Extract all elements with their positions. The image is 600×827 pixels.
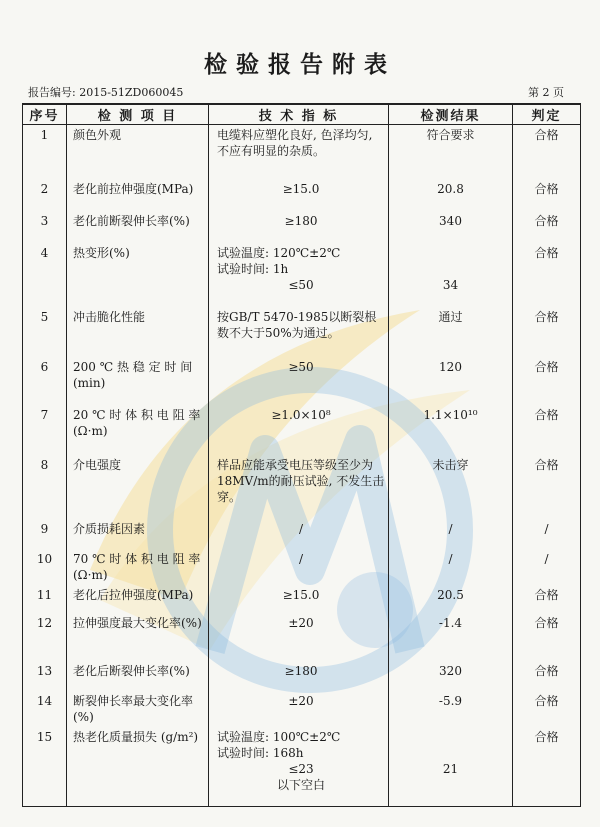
row-spec: ≥180 <box>209 211 389 243</box>
spec-line: ≤23 <box>288 761 314 776</box>
row-item: 冲击脆化性能 <box>67 307 209 357</box>
row-judge: 合格 <box>513 179 581 211</box>
end-note: 以下空白 <box>276 777 325 792</box>
row-no: 8 <box>23 455 67 519</box>
row-judge: 合格 <box>513 307 581 357</box>
table-row <box>23 405 581 455</box>
row-spec: ±20 <box>209 613 389 661</box>
header-item: 检 测 项 目 <box>67 104 209 125</box>
row-judge: 合格 <box>513 661 581 691</box>
row-item: 20 ℃ 时 体 积 电 阻 率 (Ω·m) <box>67 405 209 455</box>
table-row <box>23 125 581 179</box>
row-spec: 电缆料应塑化良好, 色泽均匀, 不应有明显的杂质。 <box>209 125 389 179</box>
row-spec: ≥15.0 <box>209 179 389 211</box>
row-result: / <box>389 549 513 585</box>
row-spec: 按GB/T 5470-1985以断裂根数不大于50%为通过。 <box>209 307 389 357</box>
row-result: 未击穿 <box>389 455 513 519</box>
row-no: 7 <box>23 405 67 455</box>
report-number: 报告编号: 2015-51ZD060045 <box>28 86 184 99</box>
row-spec: / <box>209 549 389 585</box>
row-spec: / <box>209 519 389 549</box>
row-result: 340 <box>389 211 513 243</box>
row-result: 120 <box>389 357 513 405</box>
row-judge: 合格 <box>513 405 581 455</box>
row-spec <box>209 727 389 807</box>
header-spec: 技 术 指 标 <box>209 104 389 125</box>
page-number: 第 2 页 <box>528 86 564 99</box>
row-spec: 样品应能承受电压等级至少为18MV/m的耐压试验, 不发生击穿。 <box>209 455 389 519</box>
row-judge: / <box>513 549 581 585</box>
row-judge: 合格 <box>513 455 581 519</box>
row-judge: 合格 <box>513 727 581 807</box>
row-judge: / <box>513 519 581 549</box>
row-item: 老化后拉伸强度(MPa) <box>67 585 209 613</box>
row-judge: 合格 <box>513 211 581 243</box>
table-row <box>23 661 581 691</box>
row-no: 14 <box>23 691 67 727</box>
row-item: 介电强度 <box>67 455 209 519</box>
row-item: 热老化质量损失 (g/m²) <box>67 727 209 807</box>
row-no: 10 <box>23 549 67 585</box>
spec-line: 试验温度: 100℃±2℃ <box>217 729 341 744</box>
row-no: 2 <box>23 179 67 211</box>
row-item: 断裂伸长率最大变化率(%) <box>67 691 209 727</box>
row-no: 1 <box>23 125 67 179</box>
row-judge: 合格 <box>513 585 581 613</box>
row-spec: ≥180 <box>209 661 389 691</box>
row-result: 1.1×10¹⁰ <box>389 405 513 455</box>
row-no: 6 <box>23 357 67 405</box>
table-row <box>23 455 581 519</box>
row-result <box>389 727 513 807</box>
table-row <box>23 613 581 661</box>
row-no: 4 <box>23 243 67 307</box>
row-item: 70 ℃ 时 体 积 电 阻 率 (Ω·m) <box>67 549 209 585</box>
result-value: 34 <box>442 277 459 292</box>
spec-line: ≤50 <box>288 277 314 292</box>
row-spec: ±20 <box>209 691 389 727</box>
header-no: 序号 <box>23 104 67 125</box>
row-judge: 合格 <box>513 357 581 405</box>
row-result: 通过 <box>389 307 513 357</box>
row-spec: ≥1.0×10⁸ <box>209 405 389 455</box>
spec-line: 试验时间: 168h <box>217 745 304 760</box>
row-item: 200 ℃ 热 稳 定 时 间 (min) <box>67 357 209 405</box>
table-row <box>23 307 581 357</box>
row-judge: 合格 <box>513 125 581 179</box>
spec-line: 试验温度: 120℃±2℃ <box>217 245 341 260</box>
row-item: 老化后断裂伸长率(%) <box>67 661 209 691</box>
row-item: 老化前断裂伸长率(%) <box>67 211 209 243</box>
table-row <box>23 243 581 307</box>
table-row <box>23 519 581 549</box>
row-result: 符合要求 <box>389 125 513 179</box>
row-spec: ≥50 <box>209 357 389 405</box>
row-judge: 合格 <box>513 613 581 661</box>
row-no: 15 <box>23 727 67 807</box>
row-no: 5 <box>23 307 67 357</box>
table-row <box>23 727 581 807</box>
row-result: -1.4 <box>389 613 513 661</box>
row-no: 13 <box>23 661 67 691</box>
row-judge: 合格 <box>513 691 581 727</box>
table-row <box>23 179 581 211</box>
row-no: 3 <box>23 211 67 243</box>
row-judge: 合格 <box>513 243 581 307</box>
table-row <box>23 211 581 243</box>
row-result <box>389 243 513 307</box>
header-result: 检测结果 <box>389 104 513 125</box>
row-item: 颜色外观 <box>67 125 209 179</box>
row-no: 12 <box>23 613 67 661</box>
row-item: 热变形(%) <box>67 243 209 307</box>
row-result: / <box>389 519 513 549</box>
row-item: 拉伸强度最大变化率(%) <box>67 613 209 661</box>
header-judge: 判定 <box>513 104 581 125</box>
row-no: 9 <box>23 519 67 549</box>
row-no: 11 <box>23 585 67 613</box>
row-result: 20.5 <box>389 585 513 613</box>
row-spec: ≥15.0 <box>209 585 389 613</box>
row-result: 320 <box>389 661 513 691</box>
row-spec <box>209 243 389 307</box>
spec-line: 试验时间: 1h <box>217 261 289 276</box>
page-title: 检验报告附表 <box>204 51 396 78</box>
table-row <box>23 549 581 585</box>
row-item: 老化前拉伸强度(MPa) <box>67 179 209 211</box>
table-row <box>23 585 581 613</box>
row-item: 介质损耗因素 <box>67 519 209 549</box>
row-result: -5.9 <box>389 691 513 727</box>
inspection-table <box>22 103 581 807</box>
table-row <box>23 357 581 405</box>
result-value: 21 <box>442 761 459 776</box>
table-row <box>23 691 581 727</box>
table-header-row <box>23 104 581 125</box>
row-result: 20.8 <box>389 179 513 211</box>
